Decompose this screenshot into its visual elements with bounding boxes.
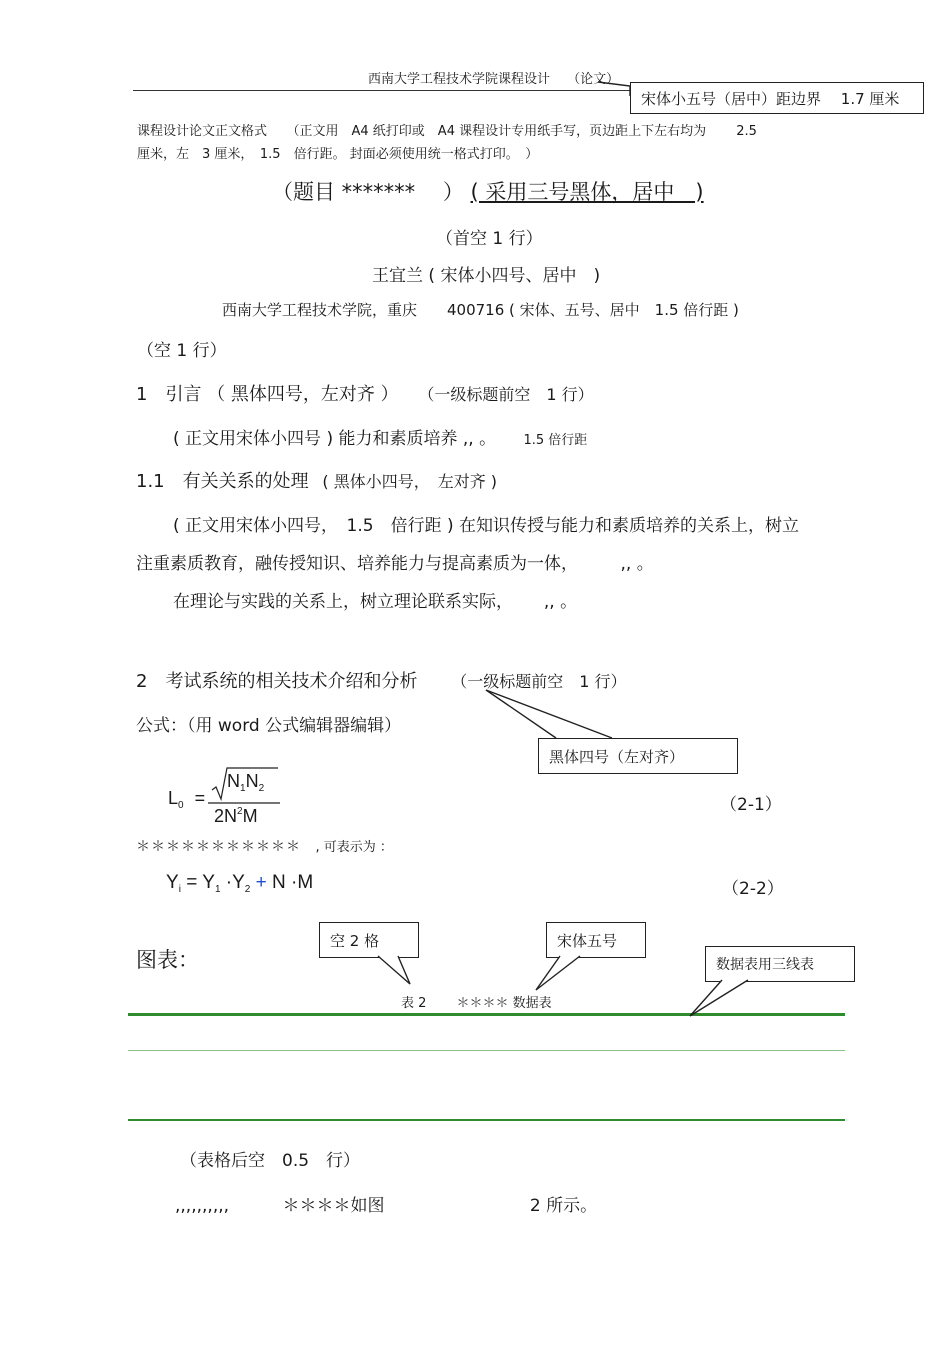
title-note: ( 采用三号黑体，居中 ) bbox=[470, 180, 704, 204]
section1-heading-note: （一级标题前空 1 行） bbox=[418, 385, 594, 404]
pointer-heading-font-b bbox=[486, 690, 612, 738]
formula-1-lhs: $L_0$ = bbox=[168, 788, 206, 811]
formula-1-num-b: N bbox=[245, 771, 259, 791]
format-note-line2: 厘米，左 3 厘米， 1.5 倍行距。 封面必须使用统一格式打印。 ） bbox=[137, 147, 539, 162]
formula-2-dot2: · bbox=[291, 872, 298, 893]
callout-header-margin-text: 宋体小五号（居中）距边界 1.7 厘米 bbox=[641, 89, 900, 108]
section1-heading-text: 1 引言 （ 黑体四号，左对齐 ） bbox=[136, 384, 399, 405]
author-name: 王宜兰 ( 宋体小四号、居中 ) bbox=[372, 266, 601, 286]
after-table-note: （表格后空 0.5 行） bbox=[180, 1151, 361, 1171]
formula-2-y-sub: i bbox=[178, 884, 181, 895]
formula-2-y1-sub: 1 bbox=[214, 884, 221, 895]
callout-three-line-text: 数据表用三线表 bbox=[716, 957, 814, 973]
figure-label: 图表： bbox=[136, 948, 199, 972]
formula-2-number: （2-2） bbox=[722, 879, 784, 899]
formula-2-m: M bbox=[297, 872, 314, 893]
formula-1-den-sup: 2 bbox=[237, 806, 243, 817]
formula-2-n: N bbox=[272, 872, 286, 893]
section2-heading-note: （一级标题前空 1 行） bbox=[451, 672, 627, 691]
pointer-songti-five bbox=[536, 956, 580, 990]
formula-1-num-a: N bbox=[227, 771, 240, 791]
title-main: （题目 ******* ） bbox=[272, 180, 464, 204]
section1-body-text: ( 正文用宋体小四号 ) 能力和素质培养 ,, 。 bbox=[173, 429, 497, 449]
section1-1-heading-note: ( 黑体小四号， 左对齐 ) bbox=[322, 472, 498, 491]
section1-1-para1-line1: ( 正文用宋体小四号， 1.5 倍行距 ) 在知识传授与能力和素质培养的关系上，树立 bbox=[173, 516, 800, 536]
section1-1-heading-text: 1.1 有关关系的处理 bbox=[136, 471, 309, 492]
formula-1-den-b: M bbox=[242, 806, 258, 826]
section1-1-para2: 在理论与实践的关系上，树立理论联系实际， ,, 。 bbox=[173, 592, 578, 612]
formula-label: 公式：（用 word 公式编辑器编辑） bbox=[136, 716, 402, 736]
callout-space-two-text: 空 2 格 bbox=[330, 931, 380, 950]
formula-2-dot: · bbox=[225, 872, 233, 893]
section1-body-note: 1.5 倍行距 bbox=[523, 433, 588, 448]
stars-line-text: , 可表示为 ： bbox=[315, 840, 393, 855]
formula-2-y1: Y bbox=[202, 872, 215, 893]
callout-songti-five-text: 宋体五号 bbox=[557, 931, 618, 950]
formula-2-y2-sub: 2 bbox=[244, 884, 251, 895]
formula-2-plus: + bbox=[255, 872, 267, 893]
last-line-dots: ,,,,,,,,,, bbox=[175, 1196, 230, 1216]
affiliation: 西南大学工程技术学院，重庆 400716 ( 宋体、五号、居中 1.5 倍行距 ) bbox=[222, 301, 739, 319]
blank-line: （空 1 行） bbox=[137, 341, 227, 361]
formula-1-l-sub: 0 bbox=[178, 800, 184, 811]
formula-1-l: L bbox=[168, 788, 179, 808]
formula-2-y: Y bbox=[166, 872, 179, 893]
table-caption: 表 2 ＊＊＊＊ 数据表 bbox=[401, 996, 552, 1011]
formula-1-number: （2-1） bbox=[720, 795, 782, 815]
last-line-ref: 2 所示。 bbox=[529, 1196, 598, 1216]
formula-1-num-a-sub: 1 bbox=[240, 783, 246, 794]
formula-2-y2: Y bbox=[232, 872, 245, 893]
stars-line-stars: ＊＊＊＊＊＊＊＊＊＊＊ bbox=[136, 839, 301, 855]
section1-1-para1-line2: 注重素质教育，融传授知识、培养能力与提高素质为一体， ,, 。 bbox=[136, 554, 654, 574]
pointer-heading-font-a bbox=[486, 690, 556, 738]
formula-1-sqrt bbox=[212, 768, 278, 799]
last-line-stars: ＊＊＊＊如图 bbox=[282, 1196, 385, 1216]
page-header: 西南大学工程技术学院课程设计 （论文） bbox=[368, 72, 620, 87]
pointer-space-two bbox=[378, 956, 410, 984]
formula-2-eq: = bbox=[186, 872, 198, 893]
formula-1-num-b-sub: 2 bbox=[258, 783, 265, 794]
formula-1-den-a: 2N bbox=[214, 806, 238, 826]
pointer-three-line bbox=[690, 980, 748, 1016]
callout-heading-font-text: 黑体四号（左对齐） bbox=[549, 747, 685, 766]
pointer-header bbox=[598, 82, 630, 96]
section2-heading-text: 2 考试系统的相关技术介绍和分析 bbox=[136, 671, 418, 692]
format-note-line1: 课程设计论文正文格式 （正文用 A4 纸打印或 A4 课程设计专用纸手写，页边距上下左右均为 2.5 bbox=[137, 124, 757, 139]
blank-first-line: （首空 1 行） bbox=[436, 229, 543, 249]
